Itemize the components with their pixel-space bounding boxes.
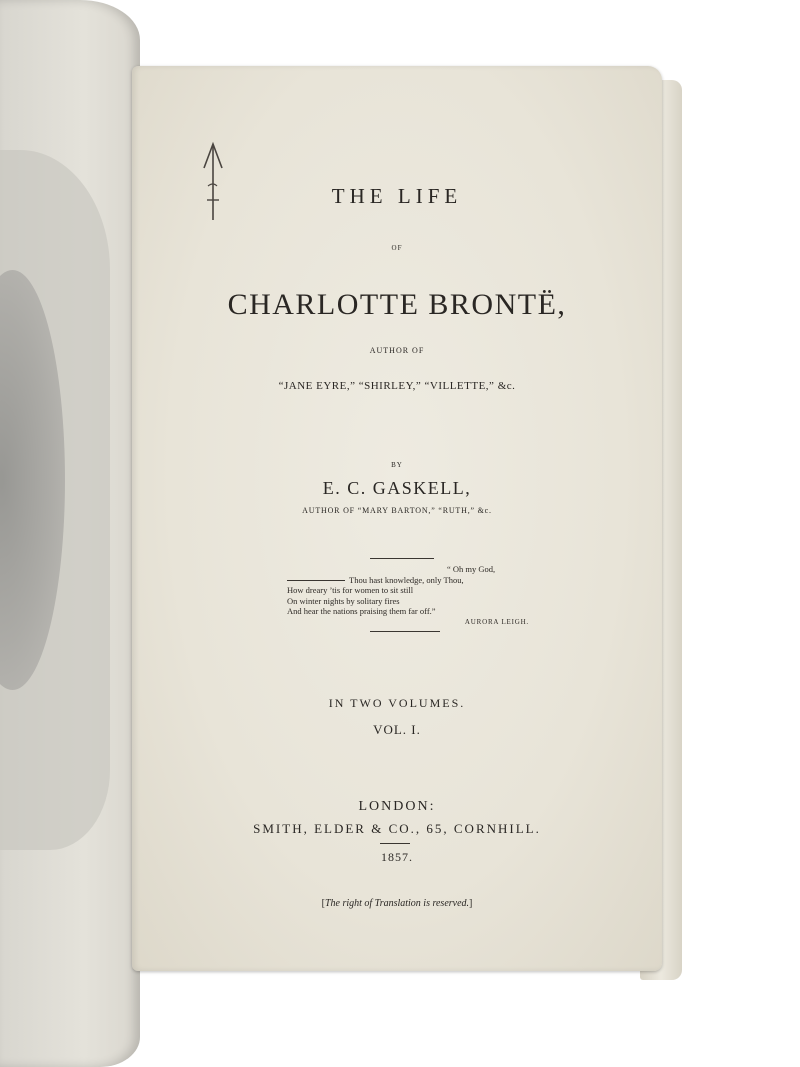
epigraph-line: How dreary ’tis for women to sit still: [287, 585, 414, 595]
subject-works: “JANE EYRE,” “SHIRLEY,” “VILLETTE,” &c.: [278, 380, 516, 392]
volumes-label: IN TWO VOLUMES.: [328, 696, 466, 710]
epigraph-line: “ Oh my God,: [447, 564, 496, 574]
arrow-up-icon: [198, 138, 228, 228]
rights-notice: [132, 898, 662, 909]
rights-text: The right of Translation is reserved.: [324, 898, 470, 909]
author-name: E. C. GASKELL,: [322, 478, 472, 498]
author-works: AUTHOR OF “MARY BARTON,” “RUTH,” &c.: [302, 506, 492, 515]
epigraph-dash: [287, 580, 345, 581]
title-page: [132, 66, 662, 971]
subject-name: CHARLOTTE BRONTË,: [227, 288, 567, 321]
epigraph-line: And hear the nations praising them far off.”: [287, 606, 436, 616]
volume-number: VOL. I.: [373, 722, 421, 737]
imprint-city: LONDON:: [358, 799, 436, 814]
author-of-label: AUTHOR OF: [369, 346, 425, 355]
rights-bracket-close: ]: [469, 898, 473, 909]
epigraph-line: On winter nights by solitary fires: [287, 595, 400, 606]
divider-rule: [370, 631, 440, 632]
divider-rule: [370, 558, 434, 559]
divider-rule: [380, 843, 410, 844]
frontispiece-page: [0, 0, 140, 1067]
imprint-publisher: SMITH, ELDER & CO., 65, CORNHILL.: [253, 821, 541, 836]
epigraph-line: Thou hast knowledge, only Thou,: [349, 574, 464, 585]
rights-bracket-open: [: [321, 898, 325, 909]
epigraph: [287, 564, 537, 627]
title-heading: THE LIFE: [331, 184, 463, 208]
by-label: BY: [391, 461, 403, 469]
epigraph-attribution: AURORA LEIGH.: [464, 617, 529, 626]
imprint-year: 1857.: [381, 850, 413, 864]
epigraph-line-row: [287, 575, 537, 586]
title-of: OF: [391, 244, 403, 252]
